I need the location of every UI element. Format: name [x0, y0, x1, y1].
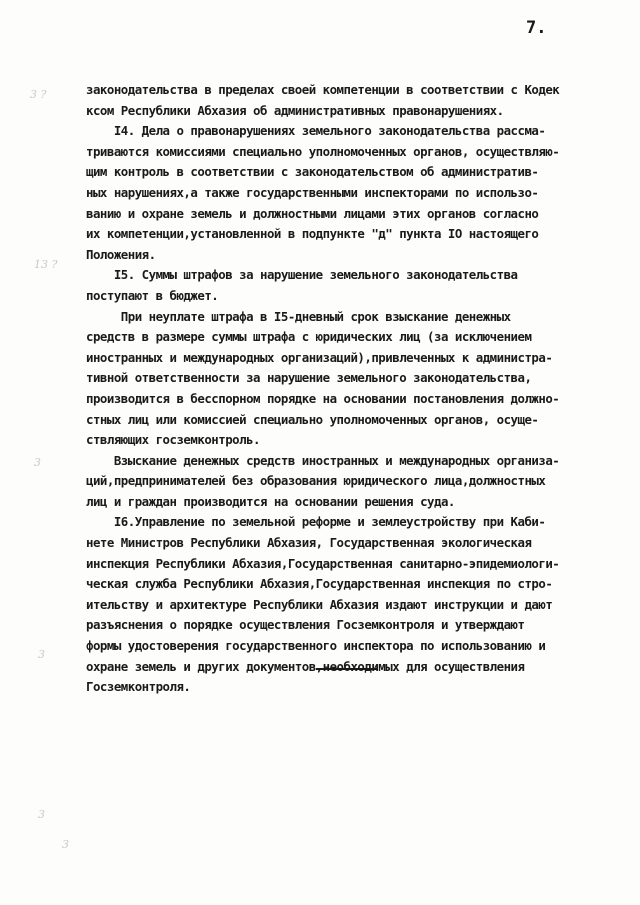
text-line: I5. Суммы штрафов за нарушение земельного законодательства: [86, 267, 518, 283]
text-line: щим контроль в соответствии с законодательством об административ-: [86, 164, 539, 180]
text-line: их компетенции,установленной в подпункте "д" пункта IO настоящего: [86, 226, 539, 242]
text-line: ных нарушениях,а также государственными инспекторами по использо-: [86, 184, 539, 200]
text-line: I4. Дела о правонарушениях земельного законодательства рассма-: [86, 123, 546, 139]
text-line: Положения.: [86, 246, 156, 262]
document-body: [86, 80, 618, 698]
text-line: ствляющих госземконтроль.: [86, 432, 260, 448]
text-line: ческая служба Республики Абхазия,Государственная инспекция по стро-: [86, 576, 553, 592]
margin-mark: 3: [38, 808, 45, 821]
end-separator: [316, 668, 378, 670]
text-line: I6.Управление по земельной реформе и землеустройству при Каби-: [86, 514, 546, 530]
text-line: формы удостоверения государственного инспектора по использованию и: [86, 638, 546, 654]
text-line: стных лиц или комиссией специально уполномоченных органов, осуще-: [86, 411, 539, 427]
text-line: законодательства в пределах своей компетенции в соответствии с Кодек: [86, 82, 560, 97]
text-line: тивной ответственности за нарушение земельного законодательства,: [86, 370, 532, 386]
text-line: лиц и граждан производится на основании решения суда.: [86, 493, 455, 509]
text-line: Взыскание денежных средств иностранных и международных организа-: [86, 452, 560, 468]
page-number: 7.: [526, 18, 547, 38]
text-line: При неуплате штрафа в I5-дневный срок взыскание денежных: [86, 308, 511, 324]
margin-mark: 3: [34, 456, 41, 469]
text-line: нете Министров Республики Абхазия, Государственная экологическая: [86, 535, 532, 551]
margin-mark: 3: [38, 648, 45, 661]
text-line: охране земель и других документов,необходимых для осуществления: [86, 658, 525, 674]
margin-mark: 3 ?: [30, 88, 47, 101]
text-line: иностранных и международных организаций),привлеченных к администра-: [86, 349, 553, 365]
text-line: Госземконтроля.: [86, 679, 191, 695]
text-line: ванию и охране земель и должностными лицами этих органов согласно: [86, 205, 539, 221]
text-line: ксом Республики Абхазия об административных правонарушениях.: [86, 102, 504, 118]
margin-mark: 3: [62, 838, 69, 851]
text-line: тривaются комиссиями специально уполномоченных органов, осуществляю-: [86, 143, 560, 159]
margin-mark: 13 ?: [34, 258, 58, 271]
text-line: ций,предпринимателей без образования юридического лица,должностных: [86, 473, 546, 489]
text-line: поступают в бюджет.: [86, 287, 219, 303]
text-line: ительству и архитектуре Республики Абхазия издают инструкции и дают: [86, 596, 553, 612]
text-line: производится в бесспорном порядке на основании постановления должно-: [86, 390, 560, 406]
text-line: средств в размере суммы штрафа с юридических лиц (за исключением: [86, 329, 532, 345]
text-line: инспекция Республики Абхазия,Государственная санитарно-эпидемиологи-: [86, 555, 560, 571]
text-line: разъяснения о порядке осуществления Госземконтроля и утверждают: [86, 617, 525, 633]
